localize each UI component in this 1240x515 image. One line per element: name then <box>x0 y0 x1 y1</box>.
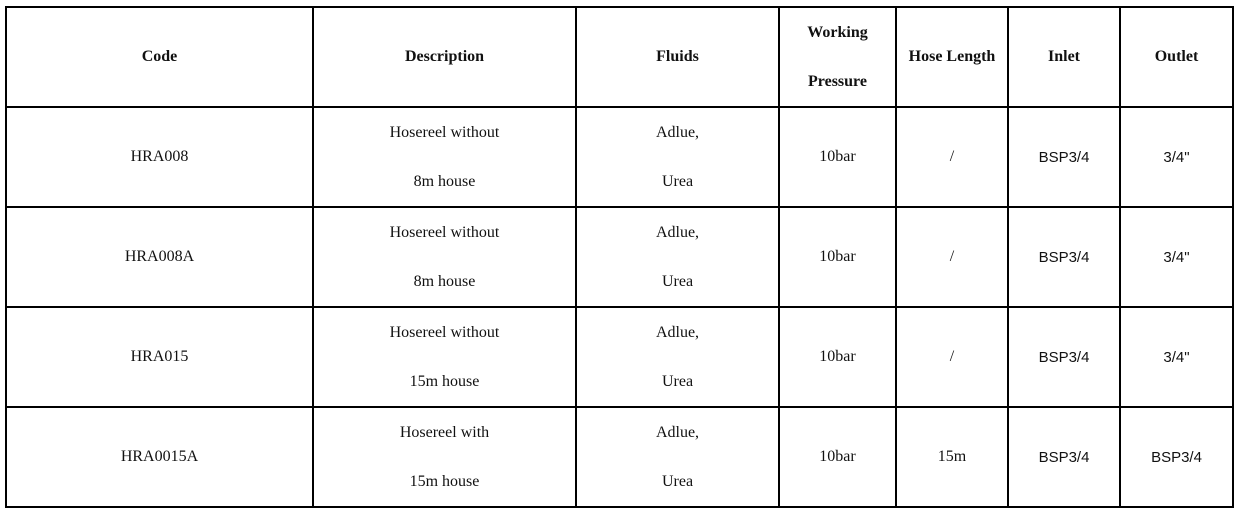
header-working-pressure-line2: Pressure <box>808 73 867 90</box>
cell-description-line1: Hosereel without <box>389 124 500 141</box>
cell-description-line1: Hosereel without <box>389 324 500 341</box>
cell-fluids <box>576 407 779 507</box>
cell-fluids-line1: Adlue, <box>655 424 700 441</box>
cell-fluids-line2: Urea <box>661 373 694 390</box>
cell-hose-length: 15m <box>896 407 1008 507</box>
cell-description-line2: 8m house <box>413 173 476 190</box>
header-outlet: Outlet <box>1120 7 1233 107</box>
header-working-pressure <box>779 7 896 107</box>
cell-working-pressure: 10bar <box>779 407 896 507</box>
cell-outlet: 3/4" <box>1120 307 1233 407</box>
cell-outlet: 3/4" <box>1120 207 1233 307</box>
cell-outlet: BSP3/4 <box>1120 407 1233 507</box>
cell-fluids-line2: Urea <box>661 173 694 190</box>
cell-description-line2: 15m house <box>409 473 480 490</box>
cell-hose-length: / <box>896 107 1008 207</box>
cell-outlet: 3/4" <box>1120 107 1233 207</box>
cell-code: HRA008 <box>6 107 313 207</box>
cell-inlet: BSP3/4 <box>1008 407 1120 507</box>
cell-fluids-line1: Adlue, <box>655 324 700 341</box>
cell-description <box>313 407 576 507</box>
header-working-pressure-line1: Working <box>807 24 868 41</box>
cell-fluids-line1: Adlue, <box>655 224 700 241</box>
cell-inlet: BSP3/4 <box>1008 107 1120 207</box>
cell-code: HRA008A <box>6 207 313 307</box>
header-description: Description <box>313 7 576 107</box>
table-row <box>6 107 1233 207</box>
cell-fluids <box>576 107 779 207</box>
cell-fluids <box>576 307 779 407</box>
cell-description-line1: Hosereel with <box>399 424 490 441</box>
cell-inlet: BSP3/4 <box>1008 307 1120 407</box>
header-inlet: Inlet <box>1008 7 1120 107</box>
product-spec-table <box>5 6 1234 508</box>
cell-working-pressure: 10bar <box>779 307 896 407</box>
cell-description-line2: 15m house <box>409 373 480 390</box>
cell-fluids <box>576 207 779 307</box>
cell-description <box>313 207 576 307</box>
header-row <box>6 7 1233 107</box>
cell-inlet: BSP3/4 <box>1008 207 1120 307</box>
cell-working-pressure: 10bar <box>779 107 896 207</box>
header-code: Code <box>6 7 313 107</box>
cell-hose-length: / <box>896 307 1008 407</box>
cell-code: HRA0015A <box>6 407 313 507</box>
cell-fluids-line2: Urea <box>661 473 694 490</box>
table-row <box>6 407 1233 507</box>
table-row <box>6 307 1233 407</box>
cell-code: HRA015 <box>6 307 313 407</box>
cell-working-pressure: 10bar <box>779 207 896 307</box>
cell-description-line1: Hosereel without <box>389 224 500 241</box>
cell-description <box>313 107 576 207</box>
cell-description <box>313 307 576 407</box>
table-row <box>6 207 1233 307</box>
cell-description-line2: 8m house <box>413 273 476 290</box>
header-hose-length: Hose Length <box>896 7 1008 107</box>
cell-fluids-line2: Urea <box>661 273 694 290</box>
header-fluids: Fluids <box>576 7 779 107</box>
cell-fluids-line1: Adlue, <box>655 124 700 141</box>
cell-hose-length: / <box>896 207 1008 307</box>
